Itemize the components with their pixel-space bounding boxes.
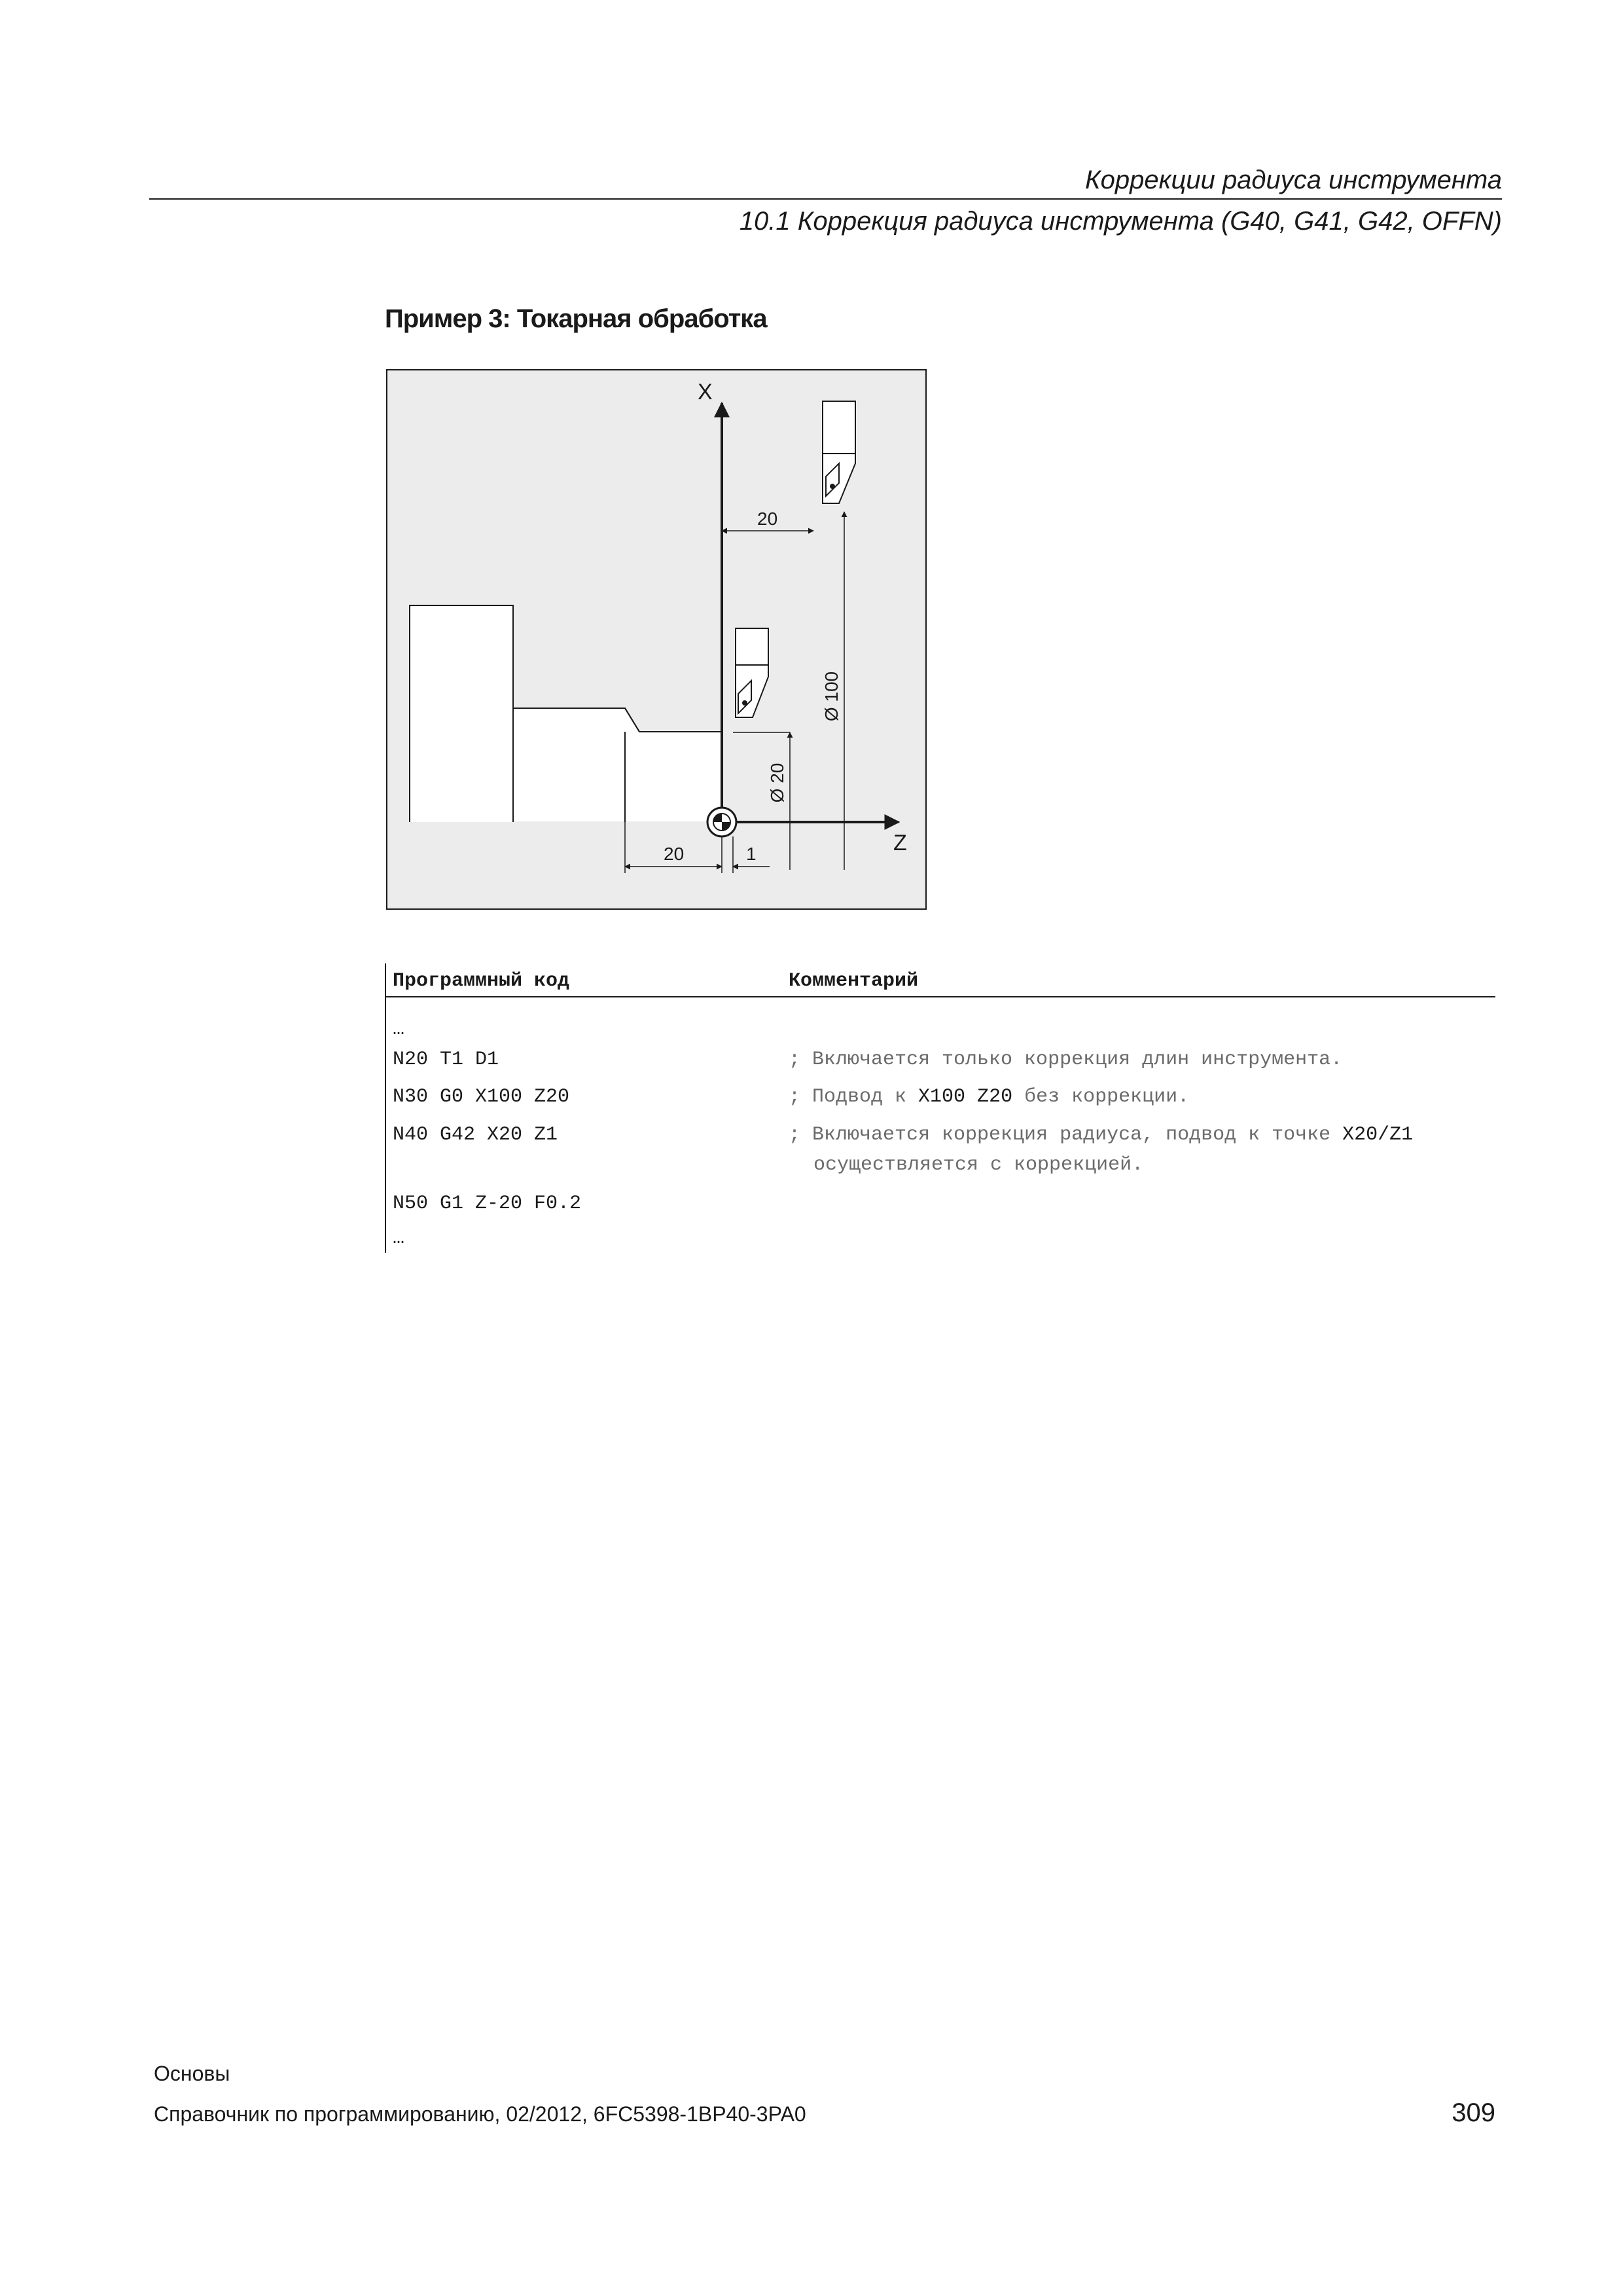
code-row-2: N20 T1 D1	[393, 1049, 499, 1071]
code-row-6: …	[393, 1227, 405, 1249]
table-left-rule	[385, 963, 386, 1253]
axis-z-label: Z	[893, 831, 907, 855]
header-rule-table	[385, 996, 1495, 997]
comment-row-3: ; Подвод к X100 Z20 без коррекции.	[789, 1086, 1190, 1108]
footer-reference: Справочник по программированию, 02/2012, 6FC5398-1BP40-3PA0	[154, 2102, 806, 2126]
code-table	[385, 963, 1495, 1253]
dim-diam-100: Ø 100	[821, 671, 842, 722]
dim-top-20: 20	[757, 509, 778, 529]
col-header-code: Программный код	[393, 970, 570, 992]
code-row-4: N40 G42 X20 Z1	[393, 1124, 558, 1146]
code-row-5: N50 G1 Z-20 F0.2	[393, 1193, 582, 1215]
running-header-chapter: Коррекции радиуса инструмента	[1085, 166, 1502, 194]
header-rule	[149, 198, 1502, 200]
axis-x-label: X	[698, 380, 713, 404]
code-row-1: …	[393, 1018, 405, 1041]
col-header-comment: Комментарий	[789, 970, 919, 992]
code-row-3: N30 G0 X100 Z20	[393, 1086, 570, 1108]
comment-row-4-cont: осуществляется с коррекцией.	[813, 1154, 1144, 1176]
footer-book-title: Основы	[154, 2062, 230, 2085]
dim-bottom-20: 20	[664, 844, 685, 864]
page-number: 309	[1452, 2098, 1495, 2127]
turning-diagram	[386, 369, 927, 910]
dim-bottom-1: 1	[746, 844, 757, 864]
dim-diam-20: Ø 20	[767, 762, 787, 803]
example-title: Пример 3: Токарная обработка	[385, 304, 767, 333]
origin-symbol	[707, 808, 736, 836]
comment-row-2: ; Включается только коррекция длин инструмента.	[789, 1049, 1343, 1071]
comment-row-4: ; Включается коррекция радиуса, подвод к точке X20/Z1	[789, 1124, 1414, 1146]
running-header-section: 10.1 Коррекция радиуса инструмента (G40, G41, G42, OFFN)	[739, 207, 1502, 236]
